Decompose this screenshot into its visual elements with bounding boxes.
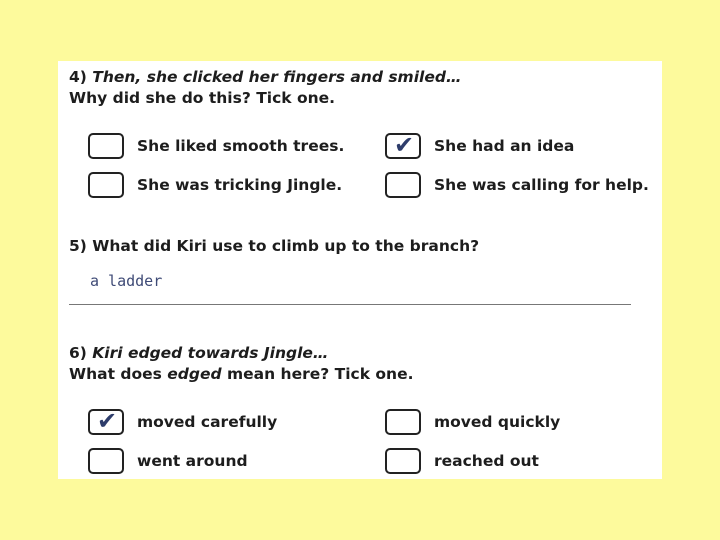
- q4-option-4[interactable]: [385, 171, 649, 199]
- q6-prompt-end: mean here? Tick one.: [221, 365, 414, 383]
- checkbox[interactable]: [88, 133, 124, 159]
- q5-question: 5) What did Kiri use to climb up to the branch?: [69, 237, 480, 255]
- q6-option-1[interactable]: [88, 408, 277, 436]
- answer-line: [69, 304, 631, 305]
- q4-number: 4): [69, 68, 87, 86]
- q6-option-3[interactable]: [88, 447, 248, 475]
- q4-prompt: Why did she do this? Tick one.: [69, 89, 336, 107]
- q6-option-2[interactable]: [385, 408, 560, 436]
- q6-option-4[interactable]: [385, 447, 539, 475]
- q6-prompt: [69, 364, 414, 385]
- q4-option-2[interactable]: [385, 132, 574, 160]
- option-label: moved carefully: [137, 413, 278, 431]
- q4-option-1[interactable]: [88, 132, 344, 160]
- q4-heading: [69, 67, 461, 88]
- option-label: reached out: [434, 452, 539, 470]
- q6-prompt-word: edged: [167, 365, 222, 383]
- checkbox[interactable]: [385, 133, 421, 159]
- q6-heading: [69, 343, 328, 364]
- tick-icon: ✔: [394, 131, 415, 159]
- q4-option-3[interactable]: [88, 171, 342, 199]
- q6-quote: Kiri edged towards Jingle…: [92, 344, 329, 362]
- checkbox[interactable]: [88, 172, 124, 198]
- option-label: She liked smooth trees.: [137, 137, 345, 155]
- option-label: She was calling for help.: [434, 176, 649, 194]
- checkbox[interactable]: [385, 172, 421, 198]
- worksheet: [58, 61, 662, 479]
- checkbox[interactable]: [88, 448, 124, 474]
- tick-icon: ✔: [97, 407, 118, 435]
- checkbox[interactable]: [88, 409, 124, 435]
- q6-number: 6): [69, 344, 87, 362]
- option-label: She was tricking Jingle.: [137, 176, 343, 194]
- q4-quote: Then, she clicked her fingers and smiled…: [92, 68, 462, 86]
- checkbox[interactable]: [385, 448, 421, 474]
- checkbox[interactable]: [385, 409, 421, 435]
- option-label: went around: [137, 452, 248, 470]
- option-label: moved quickly: [434, 413, 561, 431]
- option-label: She had an idea: [434, 137, 575, 155]
- q6-prompt-start: What does: [69, 365, 168, 383]
- q5-answer[interactable]: a ladder: [90, 272, 163, 290]
